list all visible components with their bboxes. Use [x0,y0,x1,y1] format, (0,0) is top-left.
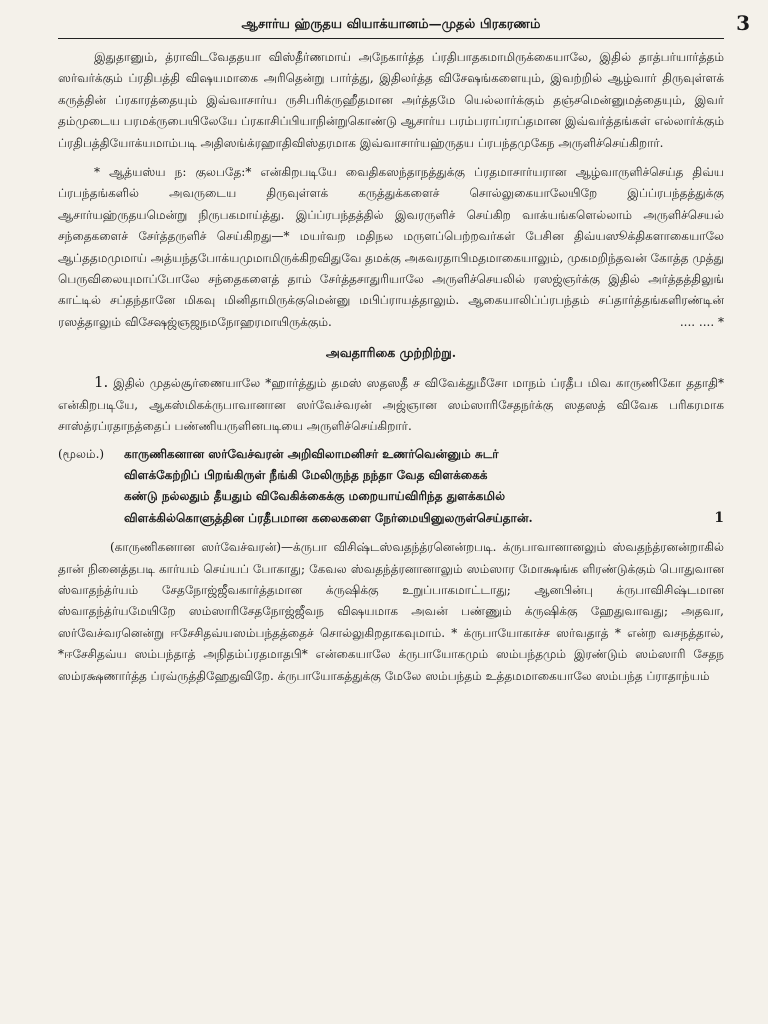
page-number: 3 [736,11,750,35]
header-divider [58,38,724,39]
second-paragraph [58,162,724,333]
verse-line [124,465,724,486]
section-end-heading: அவதாரிகை முற்றிற்று. [325,345,457,361]
numbered-paragraph-text: இதில் முதல்சூர்ணையாலே *ஹார்த்தும் தமஸ் ஸதஸதீ ச விவேக்துமீசோ மாநம் ப்ரதீப மிவ காருணிகோ ததாதி* என்கிறபடியே, ஆகஸ்மிகக்ருபாவானான ஸர்வேச்வரன் அஜ்ஞான ஸம்ஸாரிசேதநர்க்கு ஸதஸத் விவேக பரிகரமாக சாஸ்த்ரப்ரதாநத்தைப் பண்ணியருளினபடியை அருளிச்செய்கிறார். [58,376,724,434]
page-title: ஆசார்ய ஹ்ருதய வியாக்யானம்—முதல் பிரகரணம் [241,17,541,32]
intro-paragraph: இதுதானும், த்ராவிடவேததயா விஸ்தீர்ணமாய் அநேகார்த்த ப்ரதிபாதகமாமிருக்கையாலே, இதில் தாத்பர்யார்த்தம் ஸர்வர்க்கும் ப்ரதிபத்தி விஷயமாகை அரிதென்று பார்த்து, இதிலர்த்த விசேஷங்களையும், இவற்றில் ஆழ்வார் திருவுள்ளக் கருத்தின் ப்ரகாரத்தையும் இவ்வாசார்ய ருசிபரிக்ருஹீதமான அர்த்தமே யெல்லார்க்கும் தஞ்சமென்னுமத்தையும், இவர் தம்முடைய பரமக்ருபையிலேயே ப்ரகாசிப்பியாநின்றுகொண்டு ஆசார்ய பரம்பராப்ராப்தமான இவ்வர்த்தங்கள் எல்லார்க்கும் ப்ரதிபத்தியோக்யமாம்படி அதிஸங்க்ரஹாதிவிஸ்தரமாக இவ்வாசார்யஹ்ருதய ப்ரபந்தமுகேந அருளிச்செய்கிறார். [58,50,724,150]
verse-number: 1 [714,509,724,526]
verse-label: (மூலம்.) [58,446,105,461]
verse-line-text: விளக்கில்கொளுத்தின ப்ரதீபமான கலைகளை நேர்மையினுலருள்செய்தான். [124,510,533,525]
numbered-paragraph [58,372,724,437]
running-head [58,11,750,36]
verse-line [124,486,724,507]
verse-line-text: விளக்கேற்றிப் பிறங்கிருள் நீங்கி மேலிருந்த நந்தா வேத விளக்கைக் [124,467,488,482]
commentary-paragraph: (காருணிகனான ஸர்வேச்வரன்)—க்ருபா விசிஷ்டஸ்வதந்த்ரனென்றபடி. க்ருபாவானானலும் ஸ்வதந்த்ரனன்றாகில் தான் நினைத்தபடி கார்யம் செய்யப் போகாது; கேவல ஸ்வதந்த்ரனானாலும் ஸம்ஸார மோக்ஷங்க ளிரண்டுக்கும் பொதுவான ஸ்வாதந்த்ர்யம் சேதநோஜ்ஜீவகார்த்தமான க்ருஷிக்கு உறுப்பாகமாட்டாது; ஆனபின்பு க்ருபாவிசிஷ்டமான ஸ்வாதந்த்ர்யமேயிறே ஸம்ஸாரிசேதநோஜ்ஜீவந விஷயமாக அவன் பண்ணும் க்ருஷிக்கு ஹேதுவாவது; அதவா, ஸர்வேச்வரனென்று ஈசேசிதவ்யஸம்பந்தத்தைச் சொல்லுகிறதாகவுமாம். * க்ருபாயோகாச்ச ஸர்வதாத் * என்ற வசநத்தால், *ஈசேசிதவ்ய ஸம்பந்தாத் அநிதம்ப்ரதமாதபி* என்கையாலே க்ருபாயோகமும் ஸம்பந்தமும் இரண்டும் ஸம்ஸாரி சேதந ஸம்ரக்ஷணார்த்த ப்ரவ்ருத்திஹேதுவிறே. க்ருபாயோகத்துக்கு மேலே ஸம்பந்தம் உத்தமமாகையாலே ஸம்பந்த ப்ராதாந்யம் [58,540,724,683]
verse-line [124,444,724,465]
verse-line-text: காருணிகனான ஸர்வேச்வரன் அறிவிலாமனிசர் உணர்வென்னும் சுடர் [124,446,499,461]
verse-line [124,508,724,529]
second-paragraph-text: * ஆத்யஸ்ய ந: குலபதே:* என்கிறபடியே வைதிகஸந்தாநத்துக்கு ப்ரதமாசார்யரான ஆழ்வாருளிச்செய்த திவ்ய ப்ரபந்தங்களில் அவருடைய திருவுள்ளக் கருத்துக்களைச் சொல்லுகையாலேயிறே இப்ப்ரபந்தத்துக்கு ஆசார்யஹ்ருதயமென்று நிருபகமாய்த்து. இப்ப்ரபந்தத்தில் இவரருளிச் செய்கிற வாக்யங்களெல்லாம் அருளிச்செயல் சந்தைகளைச் சேர்த்தருளிச் செய்கிறது—* மயர்வற மதிநல மருளப்பெற்றவர்கள் பேசின திவ்யஸூக்திகளாகையாலே ஆப்ததமமுமாய் அத்யந்தபோக்யமுமாமிருக்கிறவிதுவே தமக்கு அகவரதாபிமதமாகையாலும், முகமறிந்தவன் கோத்த முத்து பெருவிலையுமாப்போலே சந்தைகளைத் தாம் சேர்த்தசாதுரியாலே அருளிச்செயலில் ரஸஜ்ஞர்க்கு இதில் அர்த்தத்திலுங் காட்டில் சப்தந்தானே மிகவு மினிதாமிருக்குமென்னு மபிப்ராயத்தாலும். ஆகையாலிப்ப்ரபந்தம் சப்தார்த்தங்களிரண்டின் ரஸத்தாலும் விசேஷஜ்ஞஜநமநோஹரமாயிருக்கும். [58,165,724,329]
verse-block [58,444,724,530]
verse-line-text: கண்டு நல்லதும் தீயதும் விவேகிக்கைக்கு மறையாய்விரிந்த துளக்கமில் [124,489,506,504]
paragraph-tail-marks: .... .... * [679,314,724,329]
paragraph-number: 1. [94,373,109,392]
verse-body [124,444,724,530]
